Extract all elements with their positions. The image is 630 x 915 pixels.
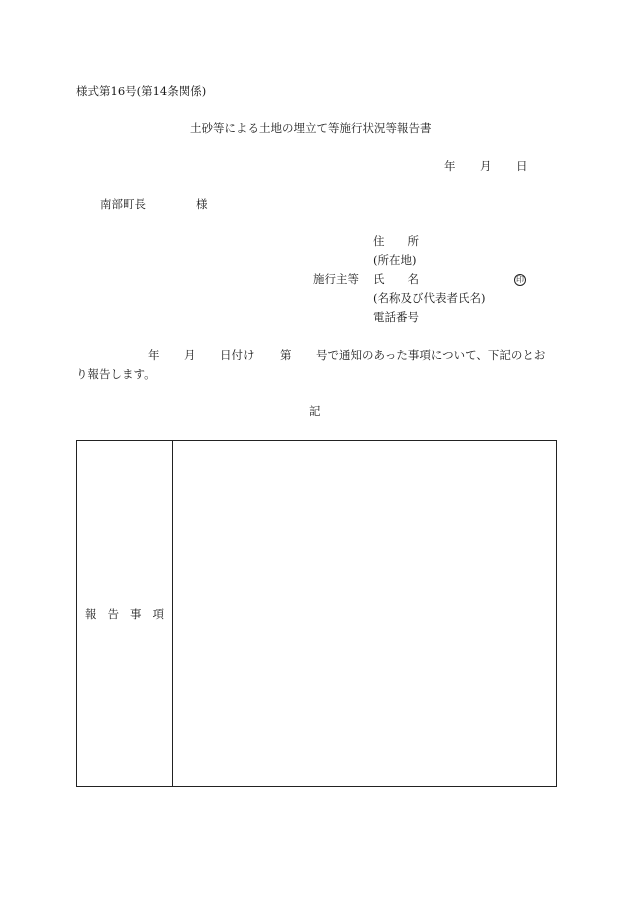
applicant-address-note: (所在地) xyxy=(373,253,417,267)
report-items-content[interactable] xyxy=(173,441,556,786)
date-month: 月 xyxy=(480,159,492,173)
applicant-name-note: (名称及び代表者氏名) xyxy=(373,291,486,305)
applicant-name-label: 氏 名 xyxy=(373,272,419,286)
addressee-name: 南部町長 xyxy=(100,197,146,211)
applicant-group-label: 施行主等 xyxy=(313,272,359,286)
body-number-prefix: 第 xyxy=(280,348,292,362)
seal-icon: 印 xyxy=(516,275,524,284)
body-dated: 日付け xyxy=(220,348,255,362)
applicant-address-label: 住 所 xyxy=(373,234,419,248)
addressee-honorific: 様 xyxy=(196,197,208,211)
body-line2: り報告します。 xyxy=(76,367,156,381)
record-heading: 記 xyxy=(309,404,321,418)
report-items-label: 報告事項 xyxy=(85,606,175,621)
document-title: 土砂等による土地の埋立て等施行状況等報告書 xyxy=(190,121,432,135)
applicant-phone-label: 電話番号 xyxy=(373,310,419,324)
form-number: 様式第16号(第14条関係) xyxy=(76,84,207,98)
body-line1-rest: 号で通知のあった事項について、下記のとお xyxy=(316,348,546,362)
date-year: 年 xyxy=(444,159,456,173)
body-year: 年 xyxy=(148,348,160,362)
report-table xyxy=(76,440,557,787)
body-month: 月 xyxy=(184,348,196,362)
date-day: 日 xyxy=(516,159,528,173)
